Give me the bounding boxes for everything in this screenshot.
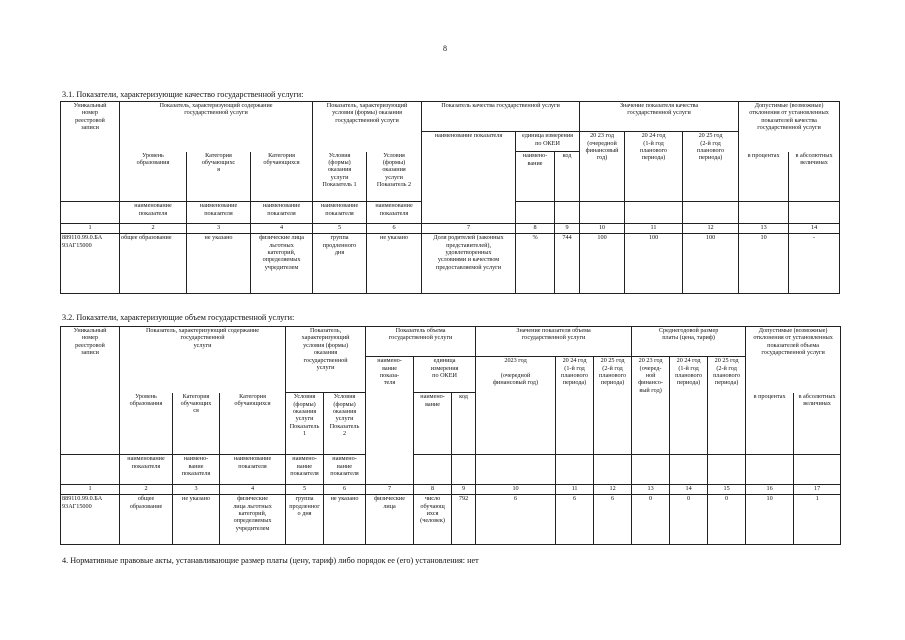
hdr-unit-name: наимено- вание: [414, 393, 452, 455]
table-cell: 6: [594, 495, 632, 545]
table-cell: 6: [476, 495, 556, 545]
hdr-year-3: 20 25 год (2-й год планового периода): [683, 132, 739, 202]
hdr-unit-code: код: [555, 152, 580, 202]
table-cell: 0: [708, 495, 746, 545]
table-cell: 100: [580, 234, 625, 294]
hdr-conditions: Показатель, характеризующий условия (формы) оказания государственной услуги: [313, 102, 422, 132]
table-cell: не указано: [173, 495, 220, 545]
col-num: 2: [120, 485, 173, 495]
hdr-year-1: 20 23 год (очередной финансовый год): [580, 132, 625, 202]
hdr-category: Категория обучающих ся: [173, 393, 220, 455]
table-cell: 10: [746, 495, 794, 545]
table-cell: 1: [794, 495, 841, 545]
hdr-abs: в абсолютных величинах: [789, 152, 840, 202]
hdr-indicator-name-5: наименование показателя: [367, 202, 422, 224]
table-cell: общее образование: [120, 495, 173, 545]
table-cell: физические лица льготных категорий, определяемых учредителем: [220, 495, 286, 545]
table-cell: число обучающ ихся (человек): [414, 495, 452, 545]
hdr-indicator-name-3: наименование показателя: [251, 202, 313, 224]
col-num: 4: [251, 224, 313, 234]
hdr-level: Уровень образования: [120, 393, 173, 455]
hdr-values: Значение показателя объема государственной услуги: [476, 327, 632, 357]
table-cell: группа продленного дня: [313, 234, 367, 294]
hdr-quality: Показатель качества государственной услуги: [422, 102, 580, 132]
hdr-category-2: Категория обучающихся: [251, 152, 313, 202]
col-num: 14: [670, 485, 708, 495]
hdr-unit-code: код: [452, 393, 476, 455]
col-num: 6: [367, 224, 422, 234]
col-num: 13: [739, 224, 789, 234]
section-3-1-title: 3.1. Показатели, характеризующие качество государственной услуги:: [62, 90, 304, 99]
hdr-condition-1: Условия (формы) оказания услуги Показатель 1: [286, 393, 324, 455]
hdr-year-2: 20 24 год (1-й год планового периода): [625, 132, 683, 202]
hdr-content: Показатель, характеризующий содержание государственной услуги: [120, 102, 313, 132]
table-cell: физические лица льготных категорий, определяемых учредителем: [251, 234, 313, 294]
col-num: 9: [452, 485, 476, 495]
hdr-registry: Уникальный номер реестровой записи: [61, 327, 120, 455]
col-num: 8: [414, 485, 452, 495]
table-cell: не указано: [367, 234, 422, 294]
hdr-indicator-name-1: наименование показателя: [120, 202, 187, 224]
table-cell: 100: [683, 234, 739, 294]
hdr-indicator-name-5: наимено- вание показателя: [324, 455, 366, 485]
col-num: 5: [286, 485, 324, 495]
table-cell: -: [789, 234, 840, 294]
hdr-year-3: 20 25 год (2-й год планового периода): [594, 357, 632, 455]
col-num: 10: [476, 485, 556, 495]
col-num: 12: [683, 224, 739, 234]
hdr-content: Показатель, характеризующий содержание государственной услуги: [120, 327, 286, 357]
section-3-2-title: 3.2. Показатели, характеризующие объем государственной услуги:: [62, 313, 295, 322]
table-cell: 0: [632, 495, 670, 545]
hdr-indicator-name-2: наименование показателя: [187, 202, 251, 224]
hdr-conditions: Показатель, характеризующий условия (формы) оказания государственной услуги: [286, 327, 366, 393]
hdr-year-1: 2023 год (очередной финансовый год): [476, 357, 556, 455]
table-cell: не указано: [324, 495, 366, 545]
hdr-pct: в процентах: [746, 393, 794, 455]
table-cell: группа продленног о дня: [286, 495, 324, 545]
hdr-year-2: 20 24 год (1-й год планового периода): [556, 357, 594, 455]
col-num: 1: [61, 224, 120, 234]
table-cell: 889110.99.0.БА 93АГ15000: [61, 234, 120, 294]
table-cell: физические лица: [366, 495, 414, 545]
table-cell: Доля родителей (законных представителей), удовлетворенных условиями и качеством предоставляемой услуги: [422, 234, 516, 294]
hdr-indicator-name-4: наимено- вание показателя: [286, 455, 324, 485]
hdr-category-2: Категория обучающихся: [220, 393, 286, 455]
col-num: 11: [625, 224, 683, 234]
table-cell: 6: [556, 495, 594, 545]
table-cell: 100: [625, 234, 683, 294]
table-cell: общее образование: [120, 234, 187, 294]
hdr-pct: в процентах: [739, 152, 789, 202]
hdr-indicator-name-2: наимено- вание показателя: [173, 455, 220, 485]
hdr-indicator-name-1: наименование показателя: [120, 455, 173, 485]
hdr-unit: единица измерения по ОКЕИ: [516, 132, 580, 152]
hdr-registry: Уникальный номер реестровой записи: [61, 102, 120, 202]
col-num: 7: [366, 485, 414, 495]
hdr-unit: единица измерения по ОКЕИ: [414, 357, 476, 393]
hdr-fee-year-1: 20 23 год (очеред- ной финансо- вый год): [632, 357, 670, 455]
col-num: 7: [422, 224, 516, 234]
quality-indicators-table: [60, 101, 840, 294]
hdr-condition-1: Условия (формы) оказания услуги Показатель 1: [313, 152, 367, 202]
page-number: 8: [443, 44, 447, 53]
hdr-fee-year-2: 20 24 год (1-й год планового периода): [670, 357, 708, 455]
col-num: 12: [594, 485, 632, 495]
col-num: 10: [580, 224, 625, 234]
hdr-deviations: Допустимые (возможные) отклонения от установленных показателей объема государственной услуги: [746, 327, 841, 357]
table-cell: 744: [555, 234, 580, 294]
col-num: 14: [789, 224, 840, 234]
col-num: 2: [120, 224, 187, 234]
col-num: 5: [313, 224, 367, 234]
col-num: 1: [61, 485, 120, 495]
col-num: 13: [632, 485, 670, 495]
col-num: 3: [187, 224, 251, 234]
hdr-volume: Показатель объема государственной услуги: [366, 327, 476, 357]
hdr-category: Категория обучающихс я: [187, 152, 251, 202]
col-num: 11: [556, 485, 594, 495]
col-num: 3: [173, 485, 220, 495]
col-num: 17: [794, 485, 841, 495]
col-num: 15: [708, 485, 746, 495]
table-cell: 0: [670, 495, 708, 545]
table-cell: 10: [739, 234, 789, 294]
hdr-indicator-name-4: наименование показателя: [313, 202, 367, 224]
hdr-unit-name: наимено- вание: [516, 152, 555, 202]
hdr-level: Уровень образования: [120, 152, 187, 202]
hdr-values: Значение показателя качества государственной услуги: [580, 102, 739, 132]
table-cell: не указано: [187, 234, 251, 294]
col-num: 8: [516, 224, 555, 234]
hdr-condition-2: Условия (формы) оказания услуги Показатель 2: [324, 393, 366, 455]
col-num: 9: [555, 224, 580, 234]
hdr-deviations: Допустимые (возможные) отклонения от установленных показателей качества государственной услуги: [739, 102, 840, 132]
hdr-fee-year-3: 20 25 год (2-й год планового периода): [708, 357, 746, 455]
hdr-indicator-name: наимено- вание показа- теля: [366, 357, 414, 455]
col-num: 6: [324, 485, 366, 495]
footer-text: 4. Нормативные правовые акты, устанавливающие размер платы (цену, тариф) либо порядок ее (его) установления: нет: [62, 556, 479, 565]
table-cell: 889110.99.0.БА 93АГ15000: [61, 495, 120, 545]
hdr-indicator-name: наименование показателя: [422, 132, 516, 202]
col-num: 16: [746, 485, 794, 495]
hdr-abs: в абсолютных величинах: [794, 393, 841, 455]
hdr-indicator-name-3: наименование показателя: [220, 455, 286, 485]
volume-indicators-table: [60, 326, 841, 545]
col-num: 4: [220, 485, 286, 495]
hdr-condition-2: Условия (формы) оказания услуги Показатель 2: [367, 152, 422, 202]
hdr-fee: Среднегодовой размер платы (цена, тариф): [632, 327, 746, 357]
table-cell: %: [516, 234, 555, 294]
table-cell: 792: [452, 495, 476, 545]
